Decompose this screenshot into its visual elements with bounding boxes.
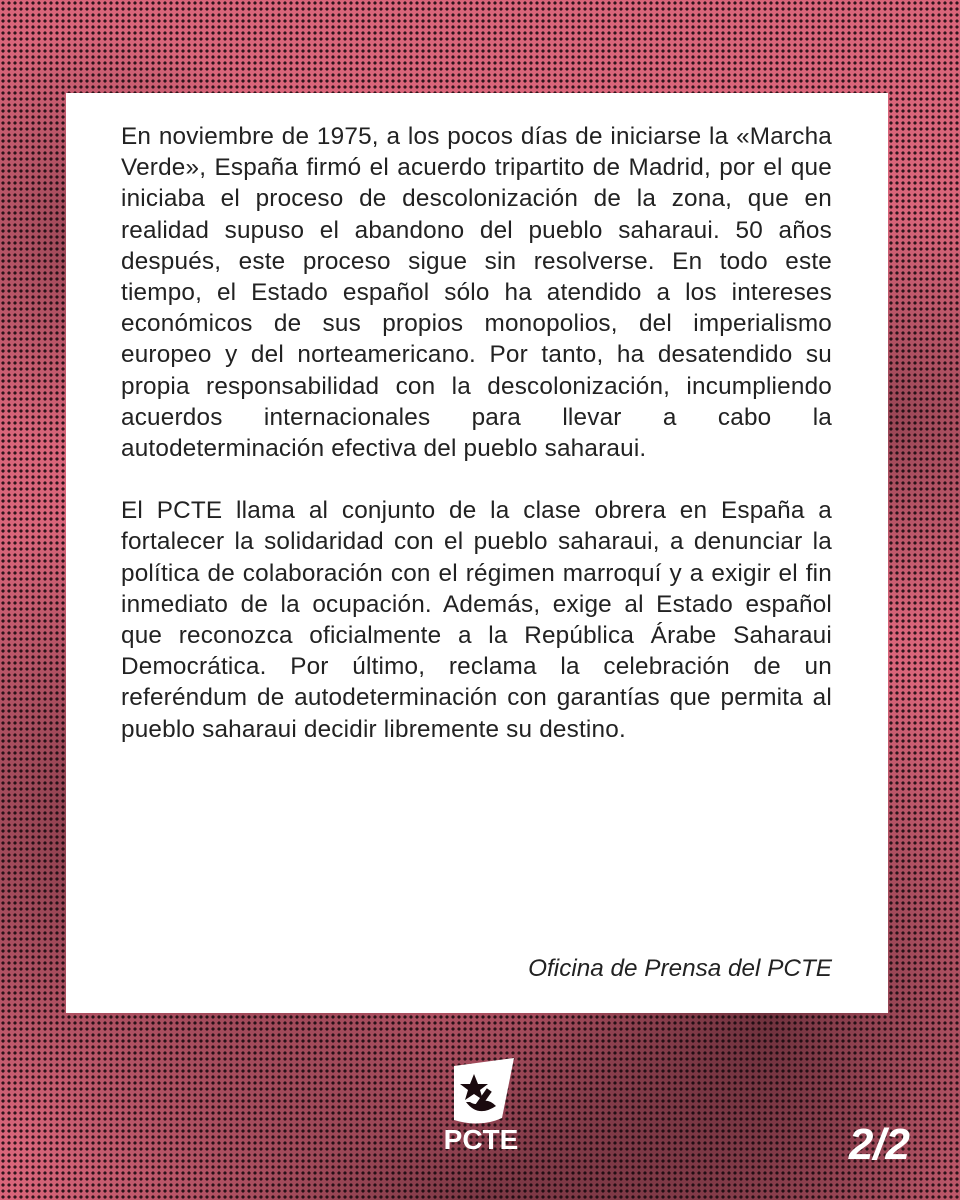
logo-text: PCTE xyxy=(443,1124,519,1155)
signature: Oficina de Prensa del PCTE xyxy=(528,955,832,982)
text-card xyxy=(66,93,888,1013)
paragraph-1: En noviembre de 1975, a los pocos días de iniciarse la «Marcha Verde», España firmó el acuerdo tripartito de Madrid, por el que iniciaba el proceso de descolonización de la zona, que en realidad supuso el abandono del pueblo saharaui. 50 años después, este proceso sigue sin resolverse. En todo este tiempo, el Estado español sólo ha atendido a los intereses económicos de sus propios monopolios, del imperialismo europeo y del norteamericano. Por tanto, ha desatendido su propia responsabilidad con la descolonización, incumpliendo acuerdos internacionales para llevar a cabo la autodeterminación efectiva del pueblo saharaui. xyxy=(121,123,832,463)
paragraph-2: El PCTE llama al conjunto de la clase obrera en España a fortalecer la solidaridad con el pueblo saharaui, a denunciar la política de colaboración con el régimen marroquí y a exigir el fin inmediato de la ocupación. Además, exige al Estado español que reconozca oficialmente a la República Árabe Saharaui Democrática. Por último, reclama la celebración de un referéndum de autodeterminación con garantías que permita al pueblo saharaui decidir libremente su destino. xyxy=(121,497,832,743)
page-indicator: 2/2 xyxy=(848,1120,910,1169)
